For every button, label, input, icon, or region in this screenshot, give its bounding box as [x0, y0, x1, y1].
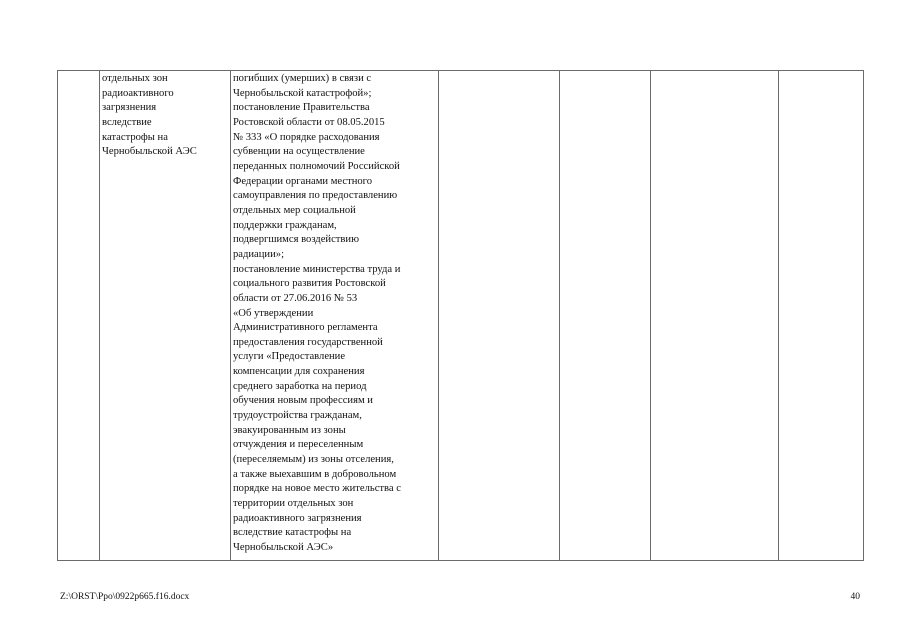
cell-text-line: услуги «Предоставление [233, 351, 346, 363]
cell-text-line: Административного регламента [233, 322, 378, 334]
cell-text-line: отдельных мер социальной [233, 204, 356, 216]
table-cell-empty [560, 71, 651, 561]
cell-text-line: вследствие катастрофы на [233, 527, 352, 539]
cell-text-line: трудоустройства гражданам, [233, 410, 362, 422]
cell-text-line: поддержки гражданам, [233, 219, 337, 231]
cell-text-line: а также выехавшим в добровольном [233, 468, 397, 480]
cell-text-line: Чернобыльской катастрофой»; [233, 87, 372, 99]
cell-text-line: Чернобыльской АЭС [102, 146, 197, 158]
table-cell-legal-basis [231, 71, 439, 561]
table-row [58, 71, 864, 561]
footer-file-path: Z:\ORST\Ppo\0922p665.f16.docx [60, 592, 190, 602]
cell-text-line: среднего заработка на период [233, 380, 367, 392]
table-cell-number [58, 71, 100, 561]
cell-text-line: вследствие [102, 116, 152, 128]
cell-text-line: радиоактивного загрязнения [233, 512, 362, 524]
cell-text-line: социального развития Ростовской [233, 278, 386, 290]
cell-text-line: области от 27.06.2016 № 53 [233, 292, 358, 304]
cell-text-line: подвергшимся воздействию [233, 234, 359, 246]
cell-text-line: постановление министерства труда и [233, 263, 401, 275]
table-cell-category [100, 71, 231, 561]
table-cell-empty [651, 71, 779, 561]
cell-text-line: порядке на новое место жительства с [233, 483, 401, 495]
cell-text-line: «Об утверждении [233, 307, 314, 319]
cell-text-line: радиации»; [233, 248, 285, 260]
table-cell-empty [439, 71, 560, 561]
cell-text-line: Федерации органами местного [233, 175, 373, 187]
cell-text-line: Ростовской области от 08.05.2015 [233, 116, 385, 128]
cell-text-line: катастрофы на [102, 131, 168, 143]
cell-text-line: компенсации для сохранения [233, 366, 365, 378]
cell-text-line: загрязнения [102, 102, 157, 114]
table-cell-empty [779, 71, 864, 561]
cell-text-line: субвенции на осуществление [233, 146, 365, 158]
footer-page-number: 40 [850, 592, 860, 602]
cell-text-line: отдельных зон [102, 73, 168, 84]
cell-text-line: самоуправления по предоставлению [233, 190, 398, 202]
cell-text-line: постановление Правительства [233, 102, 370, 114]
cell-text-line: переданных полномочий Российской [233, 160, 400, 172]
cell-text-line: эвакуированным из зоны [233, 424, 346, 436]
cell-text-line: радиоактивного [102, 87, 174, 99]
cell-text-line: отчуждения и переселенным [233, 439, 364, 451]
cell-text-line: территории отдельных зон [233, 498, 354, 510]
cell-text-line: Чернобыльской АЭС» [233, 542, 334, 553]
cell-text-line: (переселяемым) из зоны отселения, [233, 454, 394, 466]
document-table [57, 70, 864, 561]
cell-text-line: погибших (умерших) в связи с [233, 73, 372, 84]
cell-text-line: обучения новым профессиям и [233, 395, 373, 407]
cell-text-line: предоставления государственной [233, 336, 383, 348]
cell-text-line: № 333 «О порядке расходования [233, 131, 380, 143]
